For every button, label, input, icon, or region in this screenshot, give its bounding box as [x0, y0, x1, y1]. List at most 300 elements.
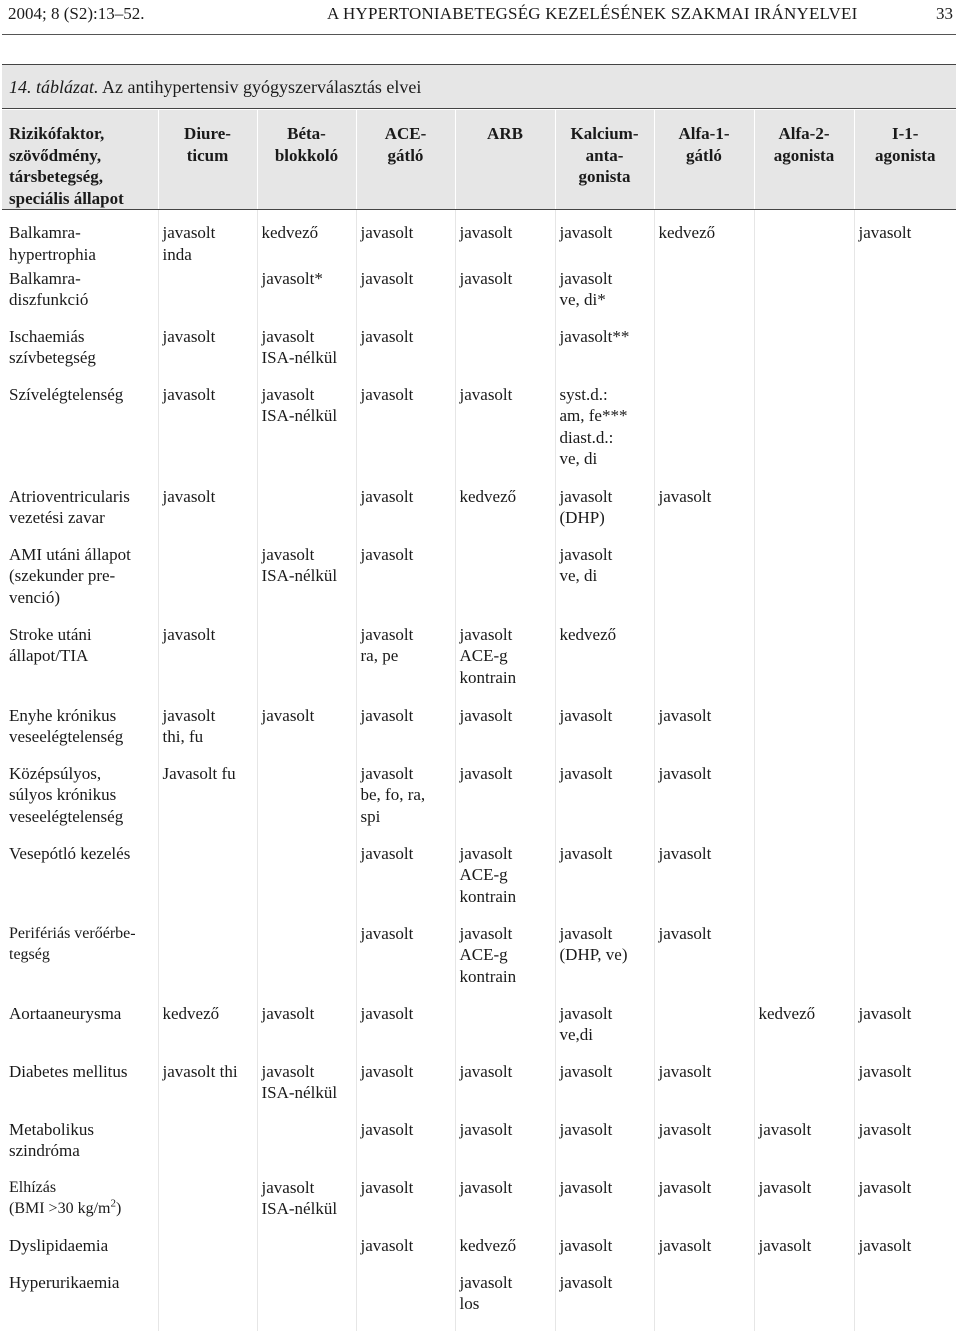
row-label-text: Balkamra- diszfunkció	[9, 268, 89, 309]
cell-value: javasolt ACE-g kontrain	[459, 624, 517, 687]
table-cell	[555, 1235, 654, 1272]
cell-value: javasolt	[559, 843, 613, 863]
cell-value: javasolt	[658, 705, 712, 725]
table-cell	[754, 210, 854, 268]
cell-value: kedvező	[459, 1235, 517, 1255]
table-cell	[754, 1272, 854, 1331]
column-header-condition	[2, 110, 158, 210]
table-cell	[257, 1235, 356, 1272]
row-label-text: Enyhe krónikus veseelégtelenség	[9, 705, 124, 746]
table-row	[2, 1235, 956, 1272]
row-label-text: Balkamra- hypertrophia	[9, 223, 96, 264]
table-cell	[754, 763, 854, 843]
table-cell	[654, 1177, 754, 1235]
table-cell	[356, 544, 455, 624]
cell-value: javasolt ISA-nélkül	[261, 1061, 338, 1102]
cell-value: javasolt ve,di	[559, 1003, 613, 1044]
row-label	[2, 1272, 158, 1331]
table-row	[2, 1003, 956, 1061]
page-number: 33	[936, 4, 953, 23]
cell-value: javasolt ve, di	[559, 544, 613, 585]
cell-value: javasolt (DHP, ve)	[559, 923, 628, 964]
table-cell	[654, 544, 754, 624]
cell-value: javasolt ve, di*	[559, 268, 613, 309]
table-cell	[854, 544, 956, 624]
table-cell	[555, 763, 654, 843]
table-cell	[455, 486, 555, 544]
table-cell	[455, 1061, 555, 1119]
table-cell	[854, 1119, 956, 1177]
table-cell	[754, 1235, 854, 1272]
table-cell	[754, 843, 854, 923]
table-cell	[158, 1119, 257, 1177]
cell-value: javasolt	[459, 384, 513, 404]
table-cell	[455, 1003, 555, 1061]
table-cell	[854, 384, 956, 486]
table-cell	[455, 210, 555, 268]
table-row	[2, 210, 956, 268]
row-label	[2, 1177, 158, 1235]
table-cell	[356, 268, 455, 326]
table-cell	[754, 384, 854, 486]
cell-value: javasolt (DHP)	[559, 486, 613, 527]
table-cell	[356, 923, 455, 1003]
cell-value: javasolt	[858, 1235, 912, 1255]
table-row	[2, 326, 956, 384]
table-row	[2, 1061, 956, 1119]
table-header-row	[2, 110, 956, 210]
row-label	[2, 1003, 158, 1061]
table-cell	[455, 763, 555, 843]
cell-value: javasolt ra, pe	[360, 624, 414, 665]
table-cell	[356, 486, 455, 544]
table-row	[2, 544, 956, 624]
row-label	[2, 486, 158, 544]
column-header	[555, 110, 654, 210]
cell-value: kedvező	[162, 1003, 220, 1023]
table-cell	[158, 843, 257, 923]
table-cell	[257, 624, 356, 705]
cell-value: javasolt	[162, 624, 216, 644]
table-cell	[257, 705, 356, 763]
table-cell	[257, 1003, 356, 1061]
table-cell	[555, 544, 654, 624]
table-cell	[158, 210, 257, 268]
table-cell	[158, 1061, 257, 1119]
table-cell	[555, 486, 654, 544]
row-label	[2, 268, 158, 326]
cell-value: javasolt inda	[162, 223, 216, 264]
table-cell	[158, 624, 257, 705]
cell-value: javasolt ACE-g kontrain	[459, 843, 517, 906]
table-cell	[455, 843, 555, 923]
cell-value: kedvező	[758, 1003, 816, 1023]
table-cell	[555, 1177, 654, 1235]
table-body	[2, 210, 956, 1331]
table-row	[2, 705, 956, 763]
header-rule	[2, 34, 956, 35]
cell-value: javasolt	[360, 384, 414, 404]
table-cell	[854, 1272, 956, 1331]
table-cell	[356, 1272, 455, 1331]
row-label	[2, 923, 158, 1003]
table-cell	[356, 1061, 455, 1119]
cell-value: javasolt	[459, 1119, 513, 1139]
table-cell	[158, 268, 257, 326]
table-cell	[854, 1061, 956, 1119]
cell-value: javasolt	[658, 1235, 712, 1255]
table-cell	[754, 486, 854, 544]
row-label-text: Dyslipidaemia	[9, 1235, 109, 1255]
cell-value: javasolt	[360, 544, 414, 564]
table-cell	[158, 1272, 257, 1331]
cell-value: javasolt	[658, 1119, 712, 1139]
cell-value: javasolt	[858, 1003, 912, 1023]
table-cell	[854, 486, 956, 544]
column-header	[754, 110, 854, 210]
cell-value: javasolt	[360, 1119, 414, 1139]
row-label	[2, 624, 158, 705]
cell-value: javasolt	[360, 1177, 414, 1197]
table-cell	[356, 1003, 455, 1061]
column-header-label: ACE- gátló	[384, 124, 427, 165]
table-row	[2, 486, 956, 544]
row-label-text: Elhízás (BMI >30 $kg/m^2$)	[9, 1178, 122, 1217]
table-cell	[654, 1272, 754, 1331]
table-cell	[455, 705, 555, 763]
table-cell	[455, 1272, 555, 1331]
table-cell	[555, 1003, 654, 1061]
cell-value: javasolt	[360, 1003, 414, 1023]
table-cell	[754, 268, 854, 326]
table-cell	[654, 1119, 754, 1177]
cell-value: javasolt	[360, 1061, 414, 1081]
table-cell	[158, 1003, 257, 1061]
cell-value: javasolt	[162, 486, 216, 506]
table-cell	[754, 1061, 854, 1119]
cell-value: javasolt	[360, 486, 414, 506]
table-cell	[455, 544, 555, 624]
cell-value: javasolt	[459, 1177, 513, 1197]
cell-value: javasolt	[459, 1061, 513, 1081]
drug-choice-table	[2, 110, 956, 1331]
row-label-text: Stroke utáni állapot/TIA	[9, 624, 92, 665]
table-cell	[356, 1235, 455, 1272]
column-header-label: I-1- agonista	[875, 124, 936, 165]
cell-value: javasolt	[658, 486, 712, 506]
cell-value: javasolt	[360, 923, 414, 943]
row-label-text: Ischaemiás szívbetegség	[9, 326, 96, 367]
table-cell	[158, 705, 257, 763]
table-cell	[754, 326, 854, 384]
column-header	[158, 110, 257, 210]
table-cell	[654, 705, 754, 763]
table-cell	[455, 1119, 555, 1177]
cell-value: javasolt	[459, 223, 513, 242]
cell-value: javasolt	[559, 1119, 613, 1139]
table-cell	[356, 705, 455, 763]
cell-value: javasolt	[658, 843, 712, 863]
cell-value: javasolt	[559, 705, 613, 725]
row-label	[2, 384, 158, 486]
row-label-text: Metabolikus szindróma	[9, 1119, 94, 1160]
table-cell	[854, 210, 956, 268]
table-cell	[555, 384, 654, 486]
table-cell	[754, 1003, 854, 1061]
cell-value: javasolt	[858, 1119, 912, 1139]
table-cell	[555, 326, 654, 384]
table-row	[2, 1177, 956, 1235]
cell-value: javasolt thi	[162, 1061, 238, 1081]
table-cell	[654, 923, 754, 1003]
cell-value: javasolt	[559, 763, 613, 783]
table-cell	[654, 326, 754, 384]
cell-value: javasolt	[261, 1003, 315, 1023]
table-cell	[854, 1003, 956, 1061]
table-cell	[356, 843, 455, 923]
table-cell	[257, 1177, 356, 1235]
table-cell	[356, 624, 455, 705]
table-row	[2, 624, 956, 705]
table-cell	[455, 268, 555, 326]
column-header	[356, 110, 455, 210]
table-cell	[257, 384, 356, 486]
table-cell	[754, 544, 854, 624]
table-row	[2, 384, 956, 486]
table-cell	[654, 268, 754, 326]
table-cell	[356, 384, 455, 486]
table-cell	[854, 326, 956, 384]
cell-value: kedvező	[559, 624, 617, 644]
table-cell	[854, 1235, 956, 1272]
table-cell	[257, 1061, 356, 1119]
table-cell	[654, 843, 754, 923]
column-header-label: ARB	[487, 124, 523, 143]
cell-value: javasolt	[559, 1061, 613, 1081]
table-cell	[158, 1235, 257, 1272]
column-header	[257, 110, 356, 210]
column-header-label: Alfa-1- gátló	[678, 124, 730, 165]
table-cell	[158, 1177, 257, 1235]
table-cell	[854, 1177, 956, 1235]
table-cell	[257, 544, 356, 624]
table-cell	[257, 763, 356, 843]
table-cell	[455, 1235, 555, 1272]
column-header-label: Kalcium- anta- gonista	[570, 124, 639, 186]
table-cell	[555, 843, 654, 923]
table-cell	[158, 923, 257, 1003]
table-cell	[555, 923, 654, 1003]
table-cell	[555, 1272, 654, 1331]
column-header	[654, 110, 754, 210]
table-cell	[654, 384, 754, 486]
column-header-label: Rizikófaktor, szövődmény, társbetegség, speciális állapot	[9, 124, 124, 208]
table-cell	[654, 1003, 754, 1061]
cell-value: javasolt ISA-nélkül	[261, 544, 338, 585]
row-label	[2, 705, 158, 763]
column-header	[455, 110, 555, 210]
table-cell	[555, 268, 654, 326]
page-header	[0, 0, 960, 34]
table-row	[2, 268, 956, 326]
table-cell	[257, 210, 356, 268]
row-label	[2, 763, 158, 843]
cell-value: kedvező	[261, 223, 319, 242]
table-cell	[754, 624, 854, 705]
cell-value: javasolt thi, fu	[162, 705, 216, 746]
cell-value: syst.d.: am, fe*** diast.d.: ve, di	[559, 384, 628, 468]
cell-value: javasolt	[858, 1061, 912, 1081]
table-row	[2, 1272, 956, 1331]
row-label-text: Vesepótló kezelés	[9, 843, 131, 863]
table-cell	[257, 1119, 356, 1177]
cell-value: javasolt	[658, 763, 712, 783]
cell-value: javasolt los	[459, 1272, 513, 1313]
cell-value: javasolt	[459, 763, 513, 783]
table-cell	[555, 705, 654, 763]
table-cell	[854, 268, 956, 326]
table-cell	[257, 843, 356, 923]
table-cell	[654, 1235, 754, 1272]
table-cell	[356, 1119, 455, 1177]
cell-value: javasolt	[559, 1177, 613, 1197]
cell-value: javasolt	[162, 384, 216, 404]
cell-value: javasolt	[360, 223, 414, 242]
table-cell	[455, 923, 555, 1003]
row-label-text: Hyperurikaemia	[9, 1272, 120, 1292]
table-cell	[158, 326, 257, 384]
cell-value: javasolt	[360, 705, 414, 725]
row-label	[2, 1061, 158, 1119]
table-cell	[754, 705, 854, 763]
table-row	[2, 763, 956, 843]
column-header-label: Alfa-2- agonista	[773, 124, 835, 165]
cell-value: javasolt	[858, 223, 912, 242]
table-cell	[754, 1119, 854, 1177]
cell-value: javasolt	[459, 268, 513, 288]
row-label	[2, 1119, 158, 1177]
cell-value: javasolt ISA-nélkül	[261, 384, 338, 425]
table-cell	[555, 1061, 654, 1119]
cell-value: javasolt**	[559, 326, 630, 346]
table-cell	[257, 923, 356, 1003]
cell-value: javasolt	[459, 705, 513, 725]
table-cell	[356, 210, 455, 268]
row-label	[2, 544, 158, 624]
cell-value: javasolt	[758, 1119, 812, 1139]
cell-value: javasolt	[858, 1177, 912, 1197]
cell-value: javasolt	[360, 326, 414, 346]
table-cell	[455, 384, 555, 486]
column-header-label: Béta- blokkoló	[274, 124, 339, 165]
cell-value: javasolt be, fo, ra, spi	[360, 763, 426, 826]
cell-value: javasolt	[658, 1061, 712, 1081]
row-label	[2, 843, 158, 923]
cell-value: javasolt	[261, 705, 315, 725]
cell-value: javasolt	[162, 326, 216, 346]
table-row	[2, 923, 956, 1003]
row-label	[2, 210, 158, 268]
cell-value: javasolt	[360, 268, 414, 288]
table-cell	[854, 624, 956, 705]
table-cell	[158, 544, 257, 624]
cell-value: javasolt ISA-nélkül	[261, 1177, 338, 1218]
table-cell	[257, 326, 356, 384]
cell-value: javasolt	[758, 1177, 812, 1197]
table-number: 14. táblázat.	[9, 77, 99, 97]
table-cell	[555, 624, 654, 705]
table-cell	[854, 705, 956, 763]
cell-value: javasolt	[559, 1235, 613, 1255]
table-cell	[654, 624, 754, 705]
table-caption	[2, 64, 956, 109]
cell-value: javasolt	[658, 1177, 712, 1197]
table-cell	[257, 1272, 356, 1331]
table-cell	[158, 486, 257, 544]
table-cell	[257, 486, 356, 544]
table-cell	[455, 624, 555, 705]
table-cell	[555, 210, 654, 268]
table-cell	[455, 1177, 555, 1235]
table-row	[2, 843, 956, 923]
table-cell	[654, 486, 754, 544]
cell-value: javasolt	[360, 1235, 414, 1255]
table-cell	[356, 326, 455, 384]
table-cell	[158, 763, 257, 843]
cell-value: javasolt	[658, 923, 712, 943]
row-label-text: AMI utáni állapot (szekunder pre- venció)	[9, 544, 131, 607]
cell-value: javasolt	[360, 843, 414, 863]
cell-value: javasolt	[758, 1235, 812, 1255]
table-cell	[356, 763, 455, 843]
table-cell	[257, 268, 356, 326]
cell-value: javasolt*	[261, 268, 323, 288]
cell-value: kedvező	[658, 223, 716, 242]
row-label-text: Atrioventricularis vezetési zavar	[9, 486, 130, 527]
table-title: Az antihypertensiv gyógyszerválasztás elvei	[102, 77, 422, 97]
cell-value: javasolt	[559, 1272, 613, 1292]
table-cell	[455, 326, 555, 384]
cell-value: javasolt ISA-nélkül	[261, 326, 338, 367]
table-cell	[654, 210, 754, 268]
row-label-text: Aortaaneurysma	[9, 1003, 122, 1023]
cell-value: javasolt ACE-g kontrain	[459, 923, 517, 986]
row-label-text: Perifériás verőérbe- tegség	[9, 924, 136, 963]
table-cell	[854, 923, 956, 1003]
cell-value: kedvező	[459, 486, 517, 506]
table-cell	[854, 843, 956, 923]
row-label-text: Diabetes mellitus	[9, 1061, 128, 1081]
row-label	[2, 326, 158, 384]
table-cell	[654, 1061, 754, 1119]
running-title: A HYPERTONIABETEGSÉG KEZELÉSÉNEK SZAKMAI IRÁNYELVEI	[327, 4, 858, 23]
table-cell	[555, 1119, 654, 1177]
table-row	[2, 1119, 956, 1177]
cell-value: Javasolt fu	[162, 763, 236, 783]
row-label	[2, 1235, 158, 1272]
table-cell	[754, 1177, 854, 1235]
table-cell	[754, 923, 854, 1003]
cell-value: javasolt	[559, 223, 613, 242]
table-cell	[158, 384, 257, 486]
table-cell	[654, 763, 754, 843]
table-cell	[356, 1177, 455, 1235]
row-label-text: Középsúlyos, súlyos krónikus veseelégtelenség	[9, 763, 124, 826]
row-label-text: Szívelégtelenség	[9, 384, 124, 404]
journal-citation: 2004; 8 (S2):13–52.	[8, 4, 145, 23]
column-header-label: Diure- ticum	[184, 124, 231, 165]
table-cell	[854, 763, 956, 843]
